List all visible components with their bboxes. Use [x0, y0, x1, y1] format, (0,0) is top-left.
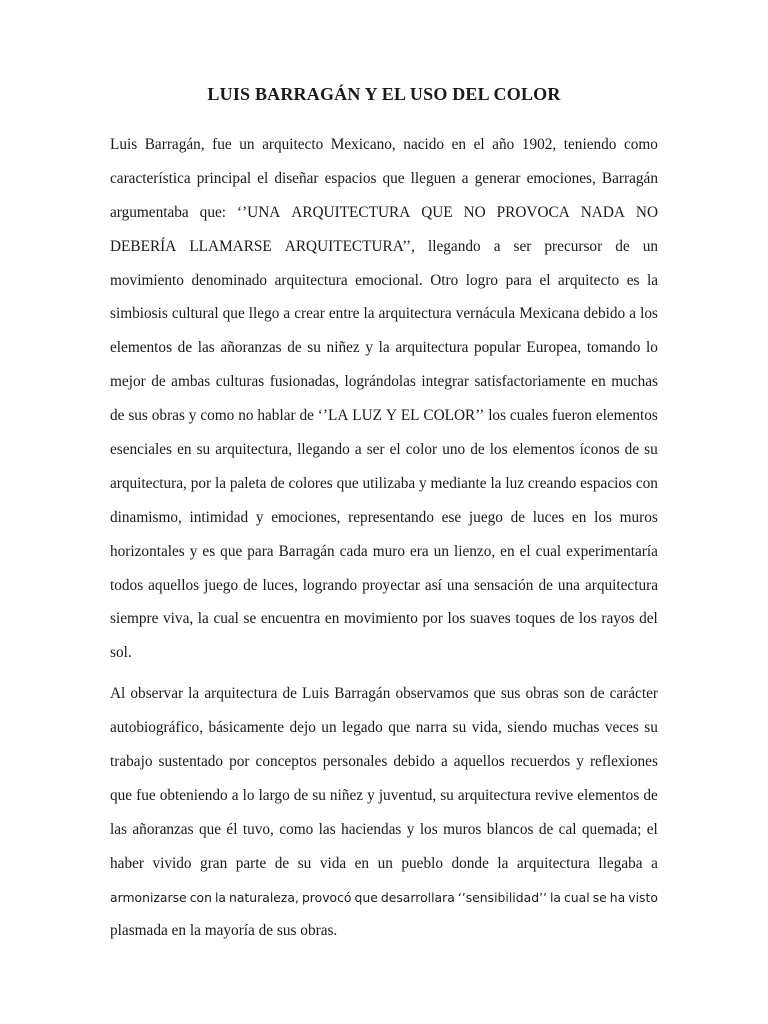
text-line: de sus obras y como no hablar de ‘’LA LUZ Y EL COLOR’’ los cuales fueron elementos: [110, 407, 658, 425]
text-line: trabajo sustentado por conceptos personales debido a aquellos recuerdos y reflexiones: [110, 753, 658, 771]
text-line: Luis Barragán, fue un arquitecto Mexicano, nacido en el año 1902, teniendo como: [110, 136, 658, 153]
text-line: todos aquellos juego de luces, logrando proyectar así una sensación de una arquitectura: [110, 576, 658, 594]
document-body: [110, 128, 658, 948]
text-line: mejor de ambas culturas fusionadas, lográndolas integrar satisfactoriamente en muchas: [110, 373, 658, 391]
text-line: que fue obteniendo a lo largo de su niñez y juventud, su arquitectura revive elementos de: [110, 786, 658, 804]
text-line: dinamismo, intimidad y emociones, representando ese juego de luces en los muros: [110, 508, 658, 526]
text-line: argumentaba que: ‘’UNA ARQUITECTURA QUE NO PROVOCA NADA NO: [110, 203, 658, 221]
text-line: sol.: [110, 644, 132, 662]
paragraph-1: [110, 128, 658, 670]
text-line: plasmada en la mayoría de sus obras.: [110, 922, 338, 940]
text-line: autobiográfico, básicamente dejo un legado que narra su vida, siendo muchas veces su: [110, 719, 658, 737]
text-line: armonizarse con la naturaleza, provocó que desarrollara ‘’sensibilidad’’ la cual se ha visto: [110, 889, 658, 905]
document-title: LUIS BARRAGÁN Y EL USO DEL COLOR: [207, 84, 561, 104]
text-line: horizontales y es que para Barragán cada muro era un lienzo, en el cual experimentaría: [110, 542, 658, 560]
text-line: Al observar la arquitectura de Luis Barragán observamos que sus obras son de carácter: [110, 685, 658, 703]
text-line: esenciales en su arquitectura, llegando a ser el color uno de los elementos íconos de su: [110, 441, 658, 459]
paragraph-2: [110, 677, 658, 948]
text-line: característica principal el diseñar espacios que lleguen a generar emociones, Barragán: [110, 169, 658, 187]
text-line: las añoranzas que él tuvo, como las haciendas y los muros blancos de cal quemada; el: [110, 820, 658, 838]
text-line: DEBERÍA LLAMARSE ARQUITECTURA’’, llegando a ser precursor de un: [110, 237, 658, 255]
text-line: siempre viva, la cual se encuentra en movimiento por los suaves toques de los rayos del: [110, 610, 658, 628]
text-line: elementos de las añoranzas de su niñez y la arquitectura popular Europea, tomando lo: [110, 339, 658, 357]
text-line: haber vivido gran parte de su vida en un pueblo donde la arquitectura llegaba a: [110, 854, 658, 872]
text-line: movimiento denominado arquitectura emocional. Otro logro para el arquitecto es la: [110, 271, 658, 289]
text-line: simbiosis cultural que llego a crear entre la arquitectura vernácula Mexicana debido a los: [110, 305, 658, 323]
text-line: arquitectura, por la paleta de colores que utilizaba y mediante la luz creando espacios con: [110, 474, 658, 492]
